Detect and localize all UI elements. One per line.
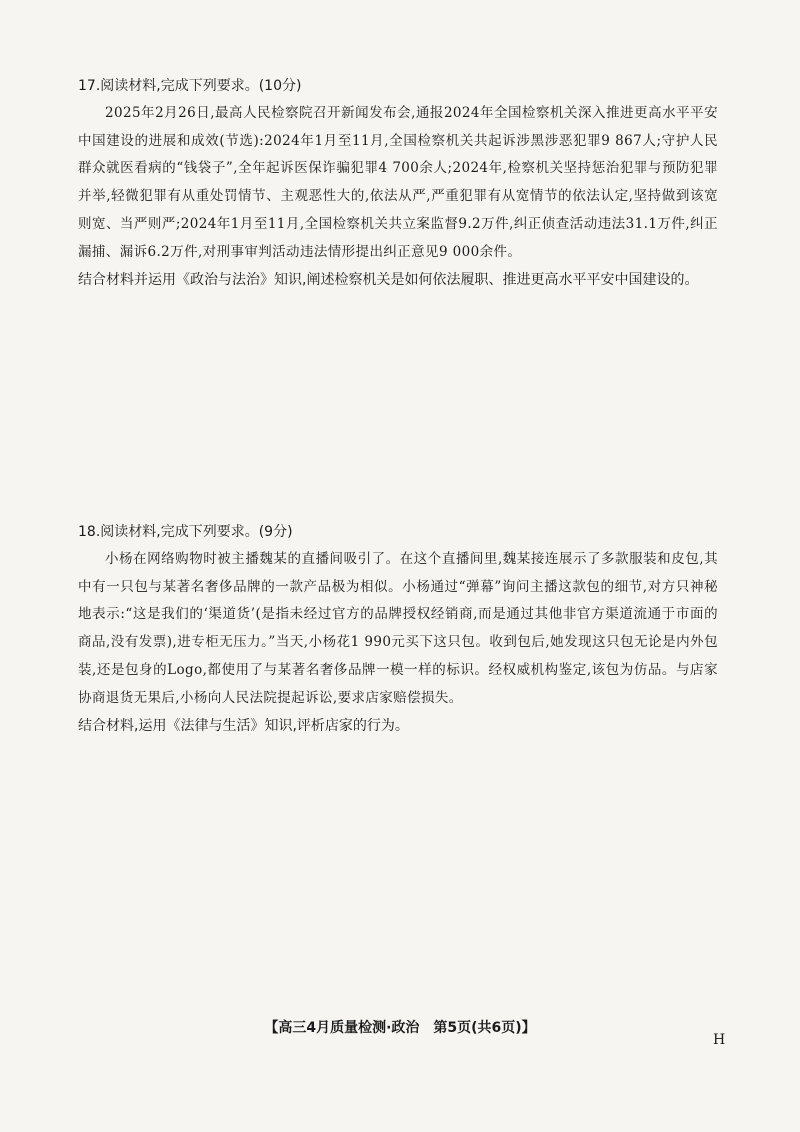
question-18-task: 结合材料,运用《法律与生活》知识,评析店家的行为。: [78, 718, 409, 735]
question-18: [78, 518, 718, 740]
question-18-material: 小杨在网络购物时被主播魏某的直播间吸引了。在这个直播间里,魏某接连展示了多款服装和皮包,其中有一只包与某著名奢侈品牌的一款产品极为相似。小杨通过“弹幕”询问主播这款包的细节,对方只神秘地表示:“这是我们的‘渠道货’(是指未经过官方的品牌授权经销商,而是通过其他非官方渠道流通于市面的商品,没有发票),进专柜无压力。”当天,小杨花1 990元买下这只包。收到包后,她发现这只包无论是内外包装,还是包身的Logo,都使用了与某著名奢侈品牌一模一样的标识。经权威机构鉴定,该包为仿品。与店家协商退货无果后,小杨向人民法院提起诉讼,要求店家赔偿损失。: [78, 551, 718, 706]
question-18-heading: 18.阅读材料,完成下列要求。(9分): [78, 524, 293, 540]
page-footer: 【高三4月质量检测·政治 第5页(共6页)】: [264, 1020, 536, 1036]
question-17-heading: 17.阅读材料,完成下列要求。(10分): [78, 78, 302, 94]
question-17-material: 2025年2月26日,最高人民检察院召开新闻发布会,通报2024年全国检察机关深入推进更高水平平安中国建设的进展和成效(节选):2024年1月至11月,全国检察机关共起诉涉黑涉恶犯罪9 867人;守护人民群众就医看病的“钱袋子”,全年起诉医保诈骗犯罪4 700余人;2024年,检察机关坚持惩治犯罪与预防犯罪并举,轻微犯罪有从重处罚情节、主观恶性大的,依法从严,严重犯罪有从宽情节的依法认定,坚持做到该宽则宽、当严则严;2024年1月至11月,全国检察机关共立案监督9.2万件,纠正侦查活动违法31.1万件,纠正漏捕、漏诉6.2万件,对刑事审判活动违法情形提出纠正意见9 000余件。: [78, 105, 718, 260]
paper-version-mark: H: [713, 1032, 726, 1048]
question-17-task: 结合材料并运用《政治与法治》知识,阐述检察机关是如何依法履职、推进更高水平平安中国建设的。: [78, 272, 699, 289]
question-17: [78, 72, 718, 294]
